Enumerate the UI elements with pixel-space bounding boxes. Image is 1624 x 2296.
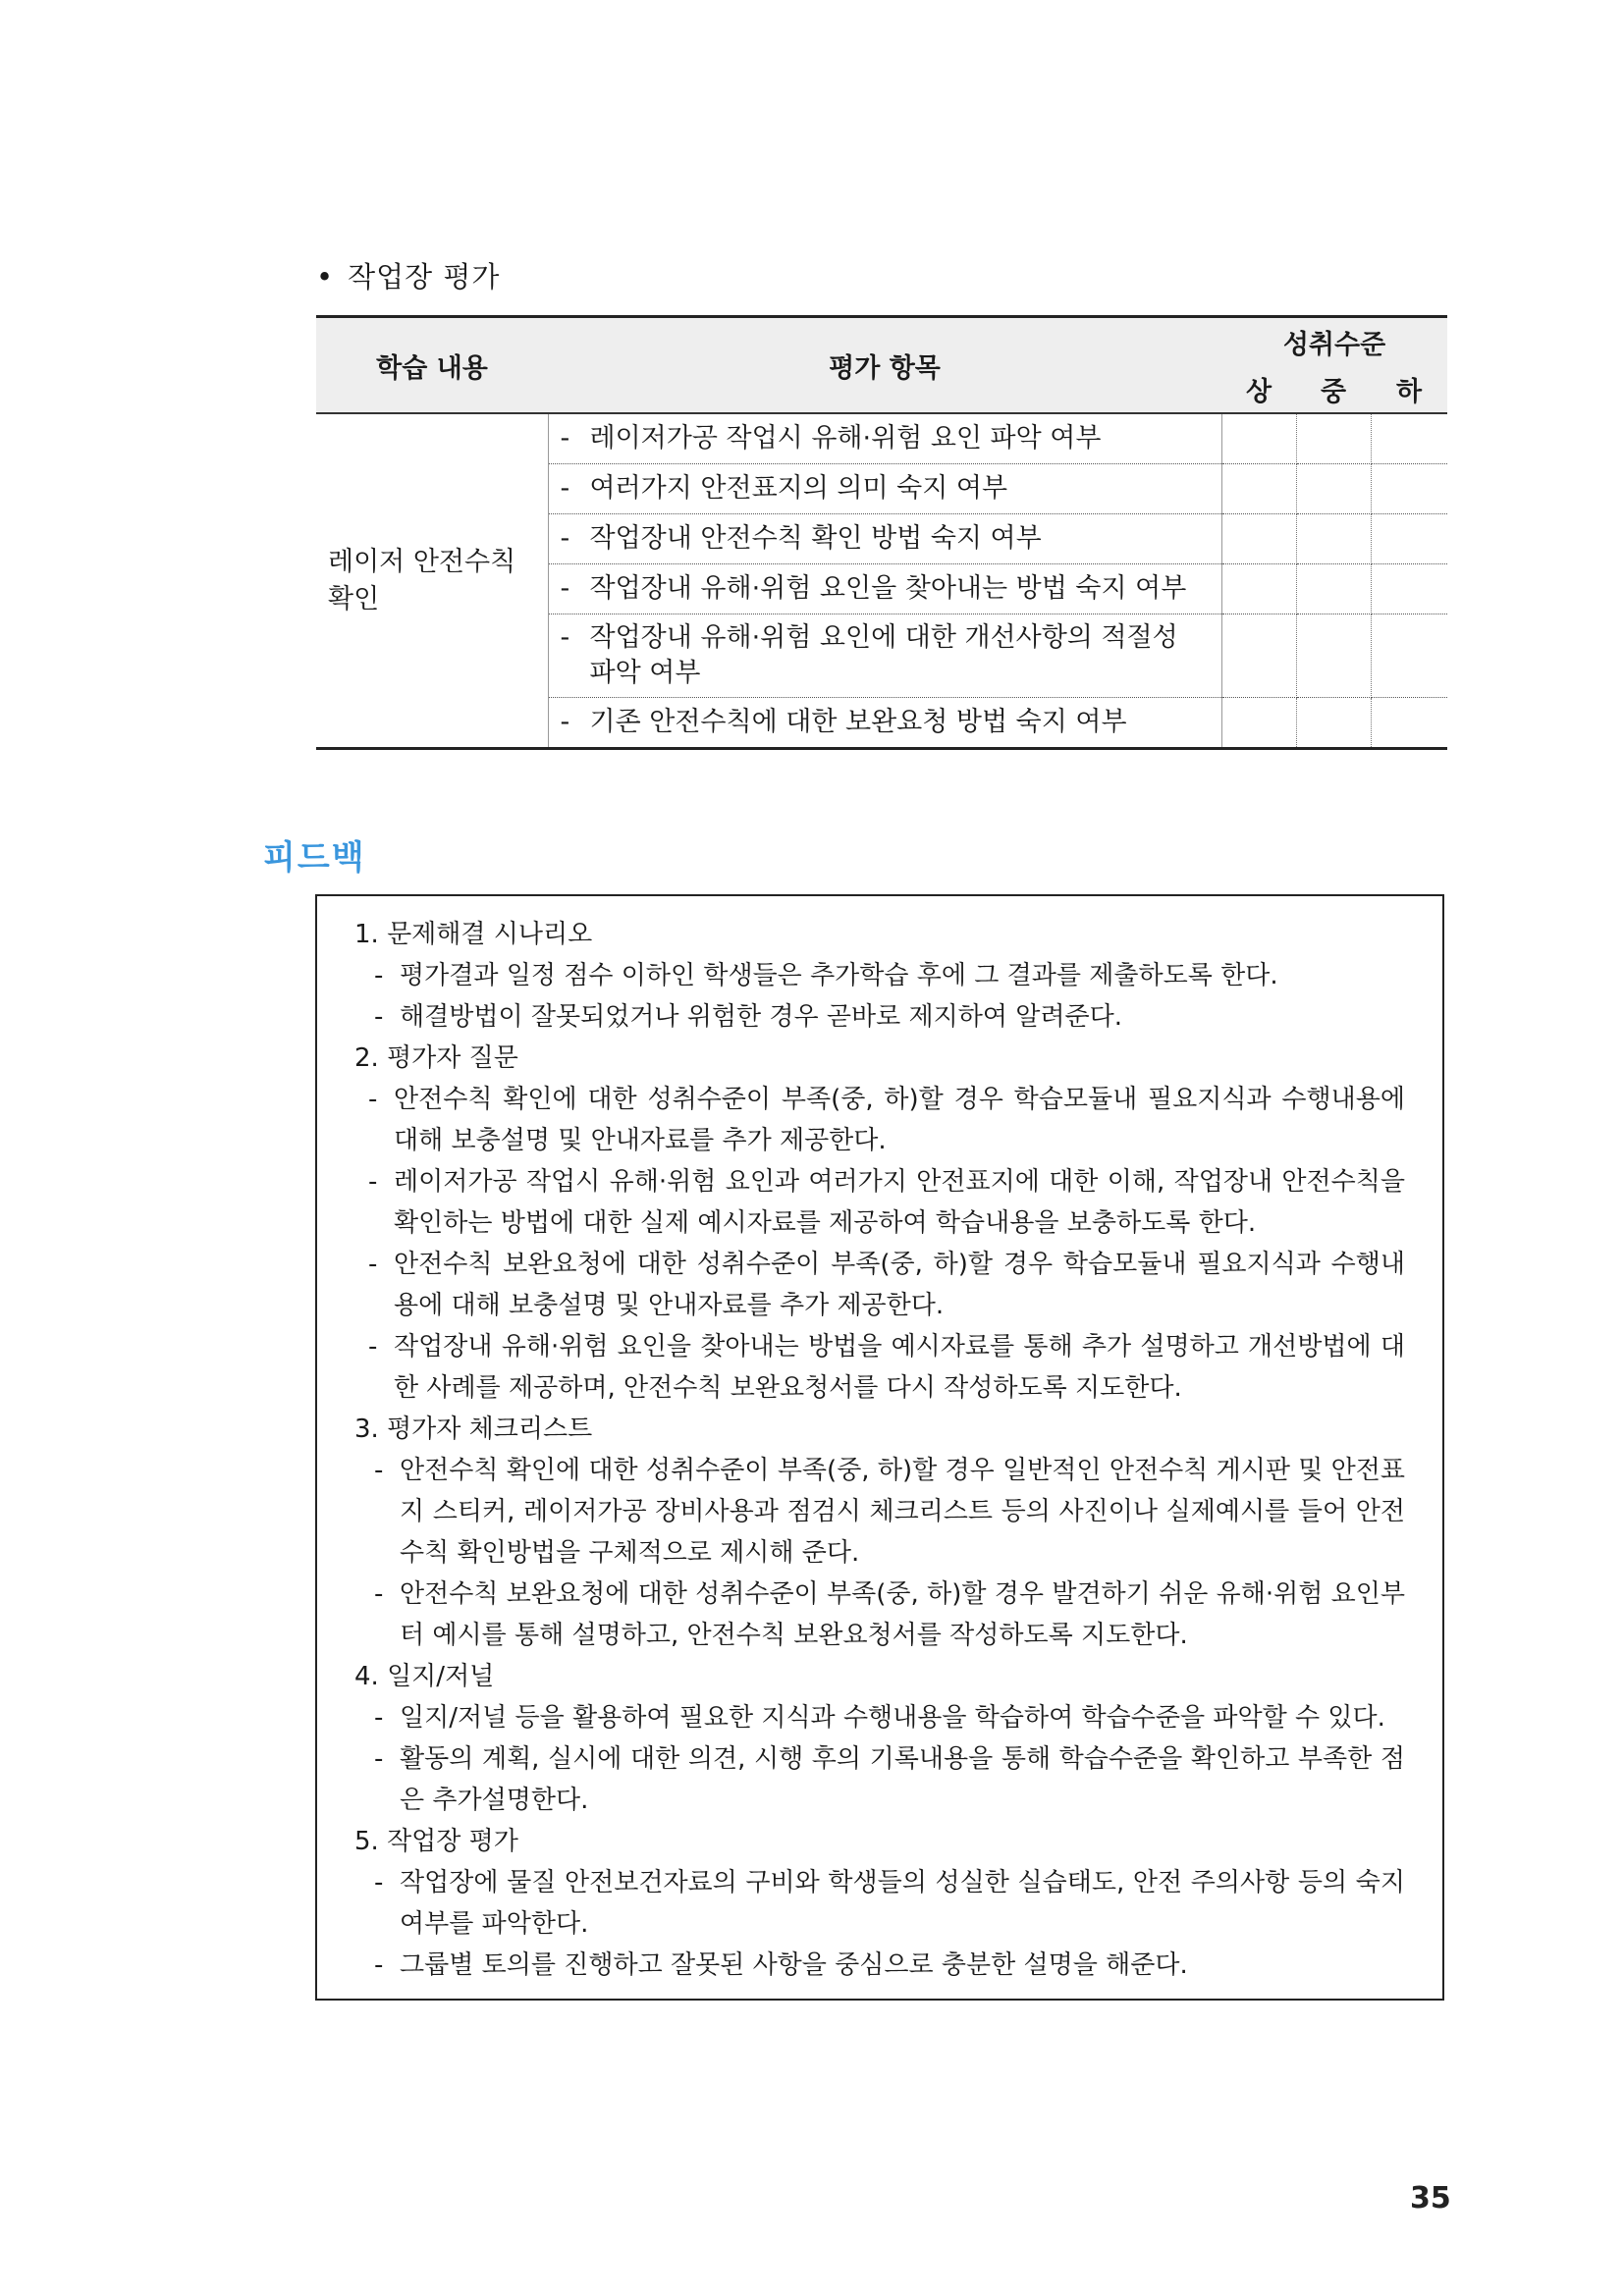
evaluation-item [548,464,1221,514]
evaluation-item-text: 여러가지 안전표지의 의미 숙지 여부 [589,473,1008,504]
header-level-high: 상 [1221,365,1296,413]
table-row [316,413,1447,464]
bullet: • [316,260,335,294]
checkbox-cell-high[interactable] [1221,413,1296,464]
feedback-section-title: 5. 작업장 평가 [354,1827,518,1856]
page-number: 35 [1410,2181,1451,2216]
checkbox-cell-low[interactable] [1371,514,1447,564]
checkbox-cell-low[interactable] [1371,413,1447,464]
checkbox-cell-low[interactable] [1371,614,1447,698]
dash: - [374,1579,384,1609]
evaluation-item-text: 작업장내 유해·위험 요인에 대한 개선사항의 적절성 파악 여부 [589,622,1178,688]
header-level-mid: 중 [1296,365,1371,413]
dash: - [560,622,570,653]
dash: - [560,423,570,454]
checkbox-cell-mid[interactable] [1296,698,1371,749]
dash: - [374,1950,384,1980]
feedback-item-text: 작업장내 유해·위험 요인을 찾아내는 방법을 예시자료를 통해 추가 설명하고 개선방법에 대한 사례를 제공하며, 안전수칙 보완요청서를 다시 작성하도록 지도한다. [394,1332,1405,1403]
feedback-title: 피드백 [263,838,366,878]
evaluation-item-text: 작업장내 안전수칙 확인 방법 숙지 여부 [589,523,1042,554]
checkbox-cell-high[interactable] [1221,614,1296,698]
feedback-item-text: 해결방법이 잘못되었거나 위험한 경우 곧바로 제지하여 알려준다. [400,1002,1122,1032]
feedback-section-title: 4. 일지/저널 [354,1662,495,1691]
checkbox-cell-low[interactable] [1371,464,1447,514]
dash: - [374,1456,384,1485]
header-achievement-level: 성취수준 [1221,317,1447,366]
evaluation-item [548,614,1221,698]
header-evaluation-items: 평가 항목 [548,317,1221,414]
feedback-item [354,1161,1405,1244]
feedback-item-text: 안전수칙 보완요청에 대한 성취수준이 부족(중, 하)할 경우 학습모듈내 필요지식과 수행내용에 대해 보충설명 및 안내자료를 추가 제공한다. [394,1250,1405,1320]
evaluation-table [316,315,1447,750]
feedback-item-text: 일지/저널 등을 활용하여 필요한 지식과 수행내용을 학습하여 학습수준을 파악할 수 있다. [400,1703,1385,1733]
section-heading [316,257,500,296]
section-heading-text: 작업장 평가 [348,260,501,294]
evaluation-item-text: 작업장내 유해·위험 요인을 찾아내는 방법 숙지 여부 [589,573,1187,604]
feedback-item [354,1574,1405,1656]
checkbox-cell-mid[interactable] [1296,614,1371,698]
dash: - [374,961,384,990]
checkbox-cell-high[interactable] [1221,564,1296,614]
evaluation-item-text: 기존 안전수칙에 대한 보완요청 방법 숙지 여부 [589,707,1127,737]
feedback-item-text: 안전수칙 확인에 대한 성취수준이 부족(중, 하)할 경우 일반적인 안전수칙 게시판 및 안전표지 스티커, 레이저가공 장비사용과 점검시 체크리스트 등의 사진이나 실제예시를 들어 안전수칙 확인방법을 구체적으로 제시해 준다. [400,1456,1405,1568]
evaluation-item [548,564,1221,614]
feedback-content [354,914,1405,1986]
feedback-item-text: 평가결과 일정 점수 이하인 학생들은 추가학습 후에 그 결과를 제출하도록 한다. [400,961,1278,990]
evaluation-item [548,698,1221,749]
feedback-section-title: 3. 평가자 체크리스트 [354,1415,593,1444]
dash: - [368,1250,378,1279]
checkbox-cell-mid[interactable] [1296,564,1371,614]
dash: - [368,1167,378,1197]
evaluation-item [548,514,1221,564]
feedback-box [315,894,1444,2001]
feedback-item [354,1244,1405,1326]
feedback-item [354,1079,1405,1161]
feedback-item [354,1862,1405,1945]
feedback-item-text: 안전수칙 확인에 대한 성취수준이 부족(중, 하)할 경우 학습모듈내 필요지식과 수행내용에 대해 보충설명 및 안내자료를 추가 제공한다. [394,1085,1405,1155]
feedback-section-title: 1. 문제해결 시나리오 [354,920,593,949]
checkbox-cell-mid[interactable] [1296,413,1371,464]
feedback-item-text: 안전수칙 보완요청에 대한 성취수준이 부족(중, 하)할 경우 발견하기 쉬운 유해·위험 요인부터 예시를 통해 설명하고, 안전수칙 보완요청서를 작성하도록 지도한다. [400,1579,1405,1650]
checkbox-cell-mid[interactable] [1296,514,1371,564]
feedback-item [354,955,1405,996]
dash: - [368,1332,378,1362]
checkbox-cell-low[interactable] [1371,698,1447,749]
header-level-low: 하 [1371,365,1447,413]
feedback-item-text: 그룹별 토의를 진행하고 잘못된 사항을 중심으로 충분한 설명을 해준다. [400,1950,1188,1980]
dash: - [560,573,570,604]
feedback-section-title: 2. 평가자 질문 [354,1043,518,1073]
dash: - [560,473,570,504]
feedback-item-text: 작업장에 물질 안전보건자료의 구비와 학생들의 성실한 실습태도, 안전 주의사항 등의 숙지 여부를 파악한다. [400,1868,1405,1939]
dash: - [374,1703,384,1733]
feedback-item [354,1697,1405,1738]
feedback-item [354,1738,1405,1821]
checkbox-cell-high[interactable] [1221,464,1296,514]
feedback-item-text: 레이저가공 작업시 유해·위험 요인과 여러가지 안전표지에 대한 이해, 작업장내 안전수칙을 확인하는 방법에 대한 실제 예시자료를 제공하여 학습내용을 보충하도록 한다. [394,1167,1405,1238]
dash: - [374,1002,384,1032]
learning-content-cell: 레이저 안전수칙 확인 [316,413,548,749]
header-learning-content: 학습 내용 [316,317,548,414]
feedback-item-text: 활동의 계획, 실시에 대한 의견, 시행 후의 기록내용을 통해 학습수준을 확인하고 부족한 점은 추가설명한다. [400,1744,1405,1815]
dash: - [374,1744,384,1774]
feedback-item [354,1326,1405,1409]
checkbox-cell-high[interactable] [1221,514,1296,564]
feedback-item [354,996,1405,1038]
feedback-item [354,1450,1405,1574]
dash: - [374,1868,384,1897]
checkbox-cell-high[interactable] [1221,698,1296,749]
feedback-item [354,1945,1405,1986]
evaluation-item [548,413,1221,464]
dash: - [560,707,570,737]
evaluation-item-text: 레이저가공 작업시 유해·위험 요인 파악 여부 [589,423,1102,454]
checkbox-cell-low[interactable] [1371,564,1447,614]
dash: - [560,523,570,554]
dash: - [368,1085,378,1114]
checkbox-cell-mid[interactable] [1296,464,1371,514]
